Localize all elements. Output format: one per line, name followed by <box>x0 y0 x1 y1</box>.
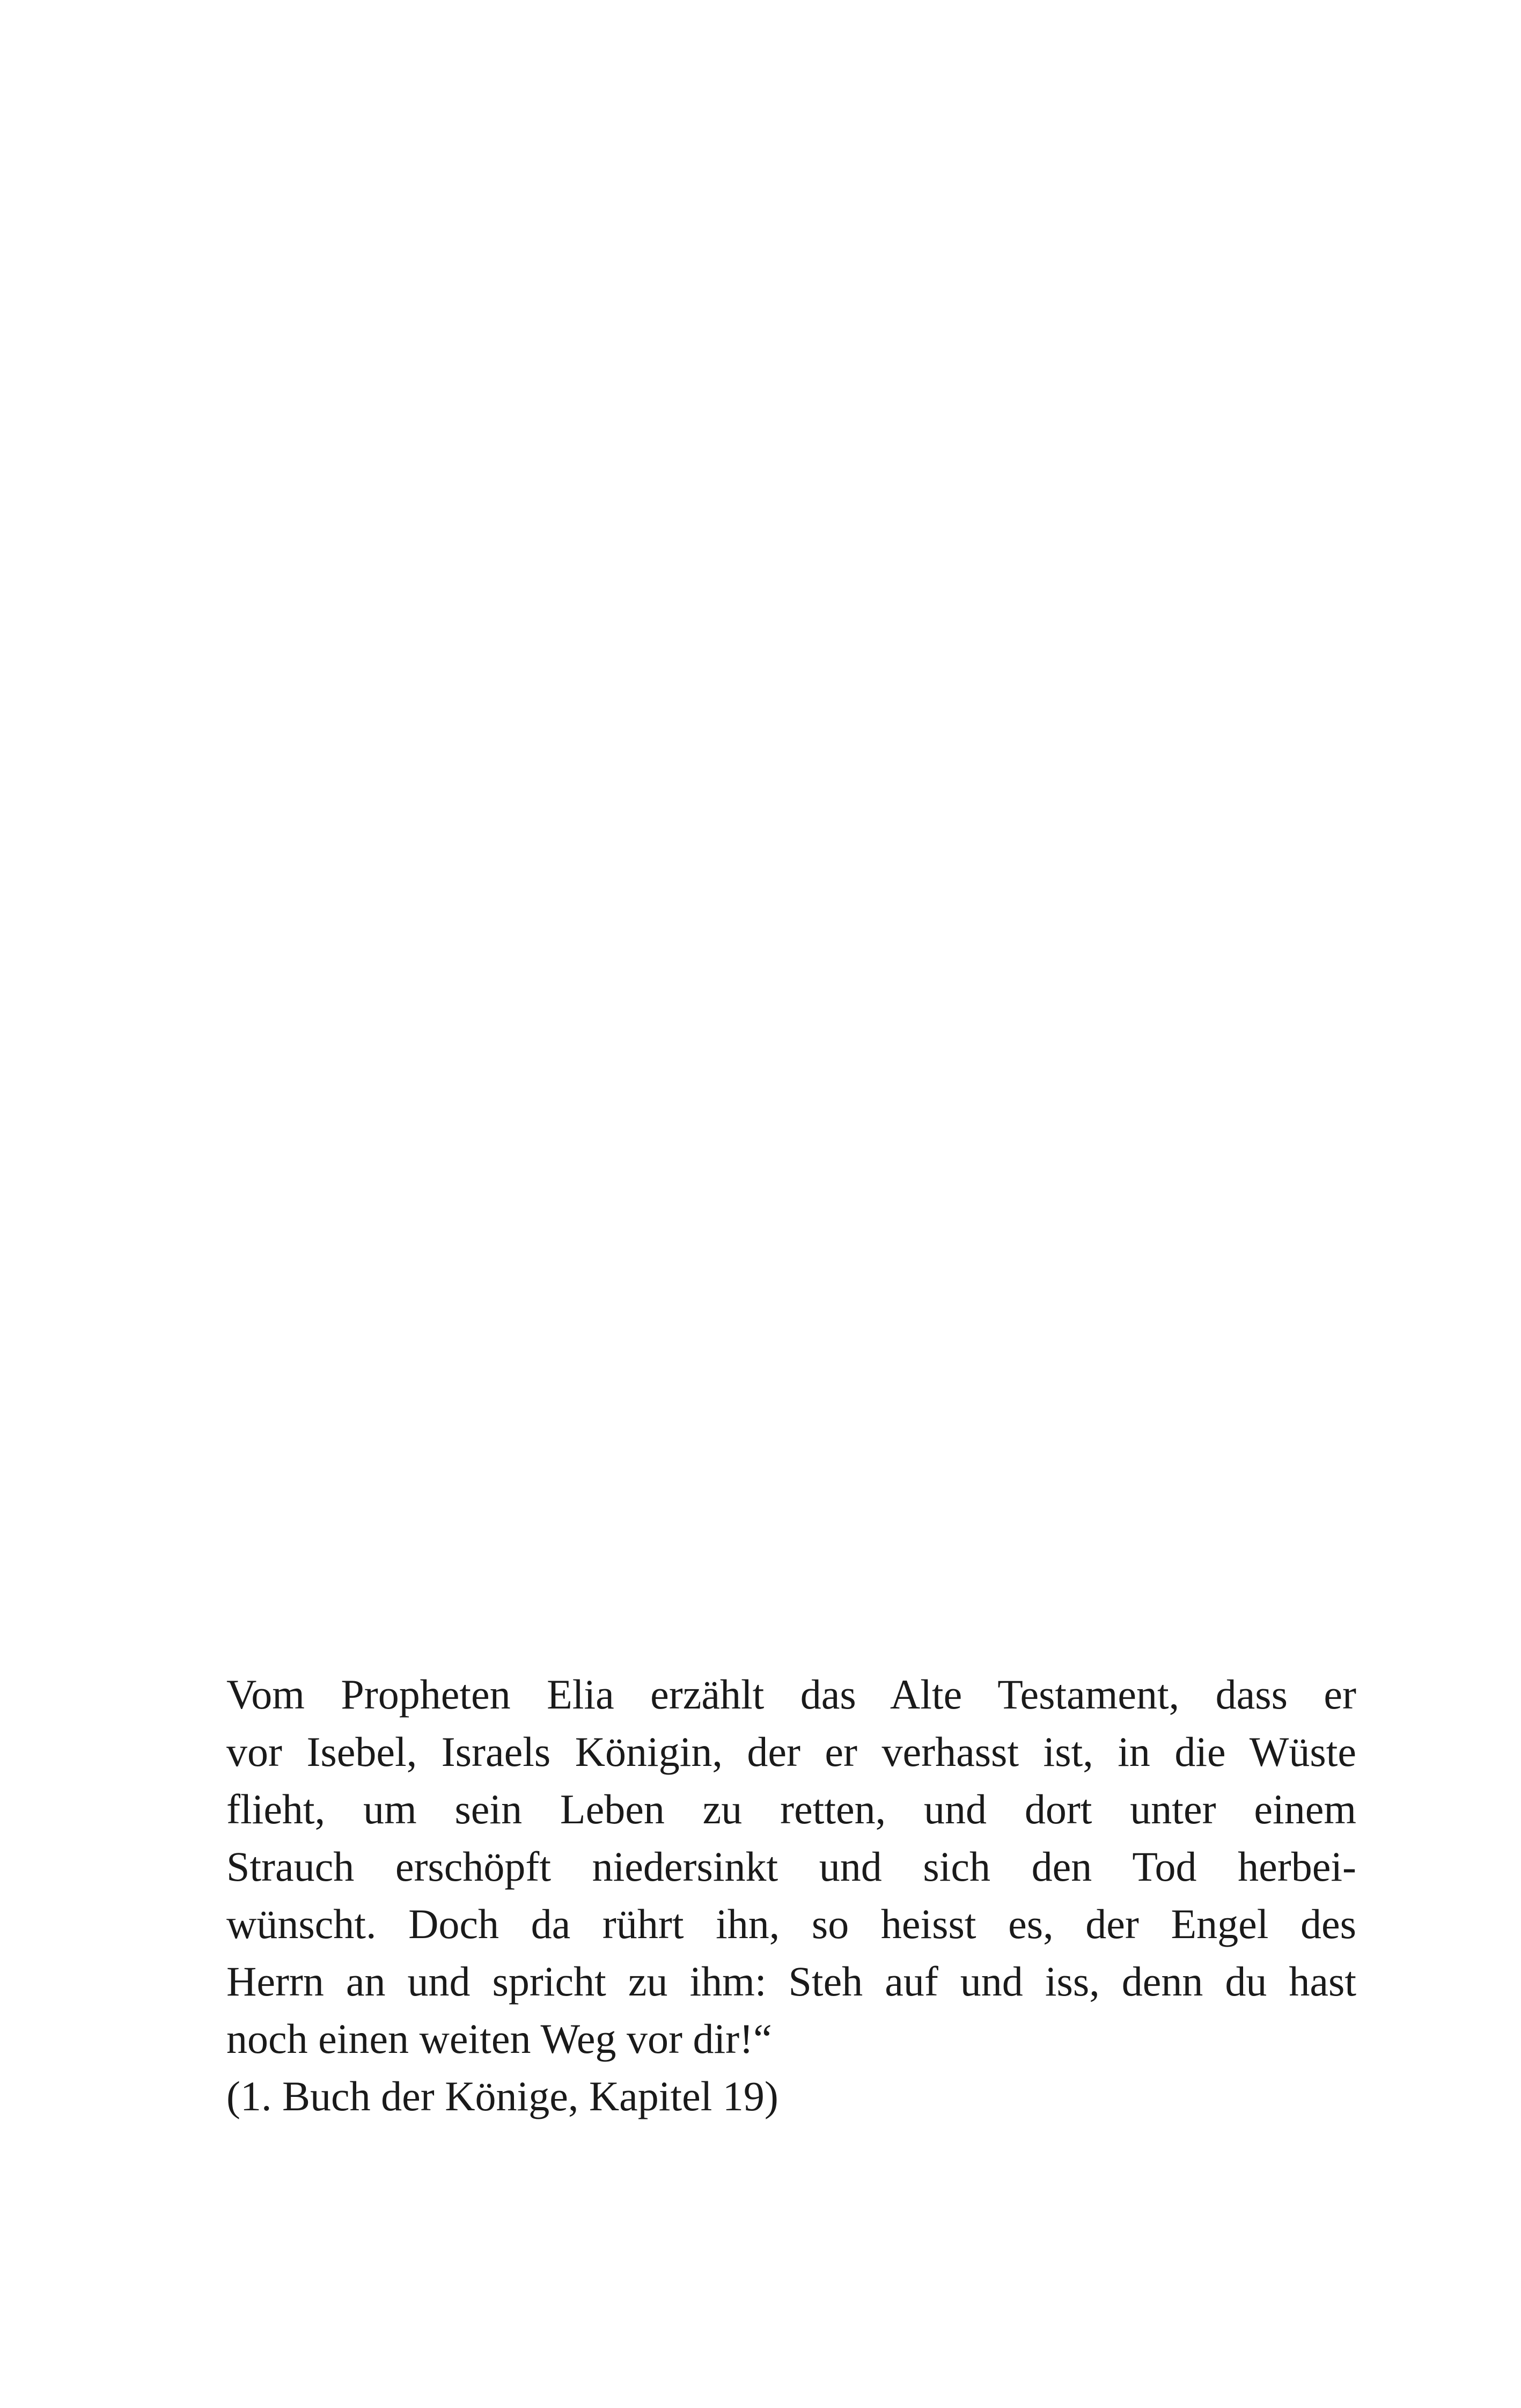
citation: (1. Buch der Könige, Kapitel 19) <box>226 2073 778 2119</box>
passage-line: vor Isebel, Israels Königin, der er verhasst ist, in die Wüste <box>226 1728 1356 1775</box>
passage-line: Vom Propheten Elia erzählt das Alte Testament, dass er <box>226 1671 1356 1718</box>
passage-line: Herrn an und spricht zu ihm: Steh auf und iss, denn du hast <box>226 1958 1356 2005</box>
passage-block <box>226 1666 1356 2125</box>
passage-line: wünscht. Doch da rührt ihn, so heisst es, der Engel des <box>226 1901 1356 1947</box>
passage-line: noch einen weiten Weg vor dir!“ <box>226 2015 772 2062</box>
passage-line: Strauch erschöpft niedersinkt und sich den Tod herbei- <box>226 1843 1356 1890</box>
passage-line: flieht, um sein Leben zu retten, und dort unter einem <box>226 1786 1356 1832</box>
